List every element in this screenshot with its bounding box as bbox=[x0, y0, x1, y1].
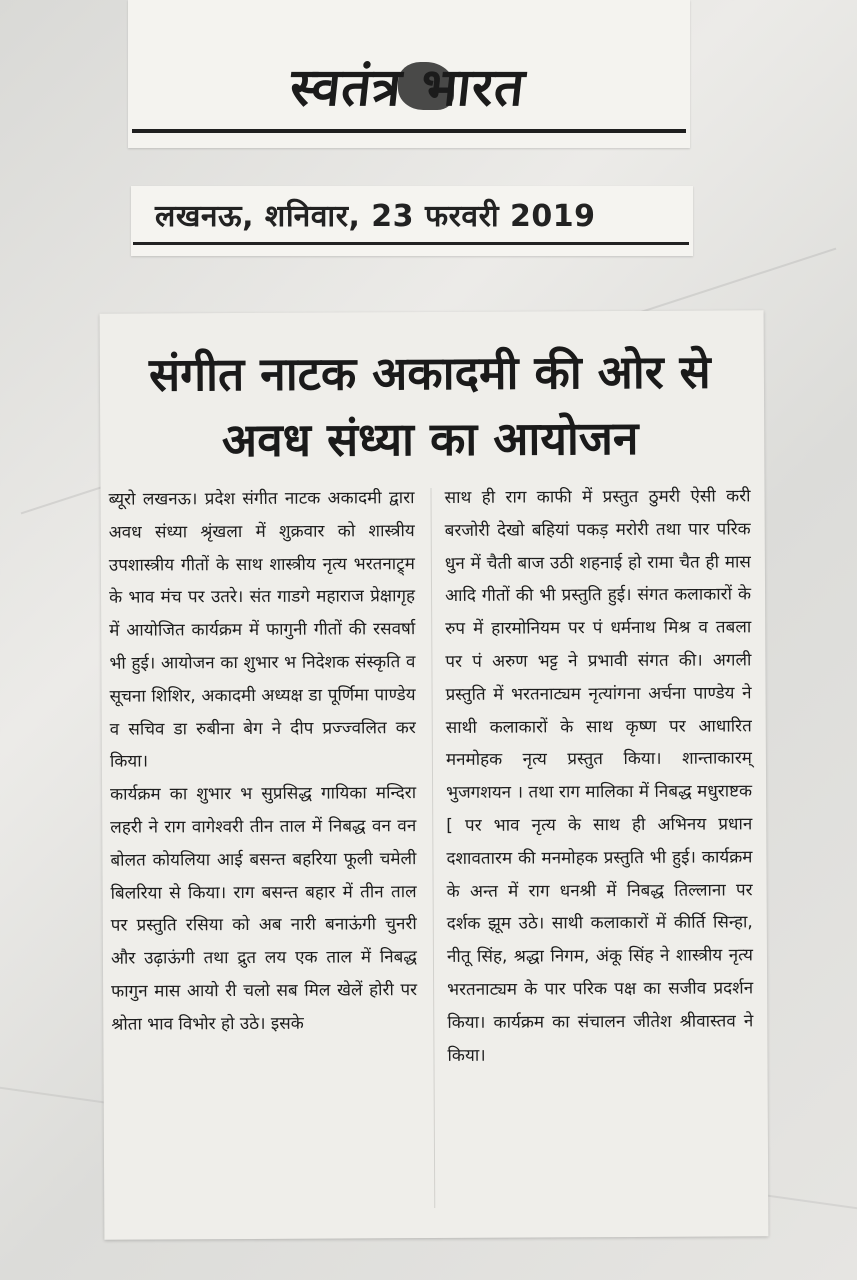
masthead-clipping bbox=[128, 0, 690, 148]
article-paragraph: साथ ही राग काफी में प्रस्तुत ठुमरी ऐसी करी बरजोरी देखो बहियां पकड़ मरोरी तथा पार परिक धुन में चैती बाज उठी शहनाई हो रामा चैत ही मास आदि गीतों की भी प्रस्तुति हुई। संगत कलाकारों के रुप में हारमोनियम पर पं धर्मनाथ मिश्र व तबला पर पं अरुण भट्ट ने प्रभावी संगत की। अगली प्रस्तुति में भरतनाट्यम नृत्यांगना अर्चना पाण्डेय ने साथी कलाकारों के साथ कृष्ण पर आधारित मनमोहक नृत्य प्रस्तुत किया। शान्ताकारम् भुजगशयन । तथा राग मालिका में निबद्ध मधुराष्टक [ पर भाव नृत्य के साथ ही अभिनय प्रधान दशावतारम की मनमोहक प्रस्तुति भी हुई। कार्यक्रम के अन्त में राग धनश्री में निबद्ध तिल्लाना पर दर्शक झूम उठे। साथी कलाकारों में कीर्ति सिन्हा, नीतू सिंह, श्रद्धा निगम, अंकू सिंह ने शास्त्रीय नृत्य भरतनाट्यम के पार परिक पक्ष का सजीव प्रदर्शन किया। कार्यक्रम का संचालन जीतेश श्रीवास्तव ने किया। bbox=[444, 486, 754, 1066]
newspaper-name: स्वतंत्र भारत bbox=[287, 58, 529, 118]
dateline: लखनऊ, शनिवार, 23 फरवरी 2019 bbox=[155, 199, 596, 234]
dateline-rule bbox=[133, 242, 689, 245]
column-divider bbox=[430, 488, 435, 1208]
article-column-left bbox=[108, 482, 417, 1041]
masthead-rule bbox=[132, 129, 686, 133]
article-paragraph: कार्यक्रम का शुभार भ सुप्रसिद्ध गायिका मन्दिरा लहरी ने राग वागेश्वरी तीन ताल में निबद्ध वन वन बोलत कोयलिया आई बसन्त बहरिया फूली चमेली बिलरिया से किया। राग बसन्त बहार में तीन ताल पर प्रस्तुति रसिया को अब नारी बनाऊंगी चुनरी और उढ़ाऊंगी तथा द्रुत लय एक ताल में निबद्ध फागुन मास आयो री चलो सब मिल खेलें होरी पर श्रोता भाव विभोर हो उठे। इसके bbox=[110, 783, 418, 1035]
dateline-clipping bbox=[131, 186, 693, 256]
article-headline: संगीत नाटक अकादमी की ओर से अवध संध्या का आयोजन bbox=[148, 344, 711, 468]
article-column-right bbox=[444, 480, 753, 1072]
article-paragraph: ब्यूरो लखनऊ। प्रदेश संगीत नाटक अकादमी द्वारा अवध संध्या श्रृंखला में शुक्रवार को शास्त्रीय उपशास्त्रीय गीतों के साथ शास्त्रीय नृत्य भरतनाट्र्म के भाव मंच पर उतरे। संत गाडगे महाराज प्रेक्षागृह में आयोजित कार्यक्रम में फागुनी गीतों की रसवर्षा भी हुई। आयोजन का शुभार भ निदेशक संस्कृति व सूचना शिशिर, अकादमी अध्यक्ष डा पूर्णिमा पाण्डेय व सचिव डा रुबीना बेग ने दीप प्रज्ज्वलित कर किया। bbox=[108, 488, 416, 773]
article-clipping bbox=[100, 310, 769, 1239]
